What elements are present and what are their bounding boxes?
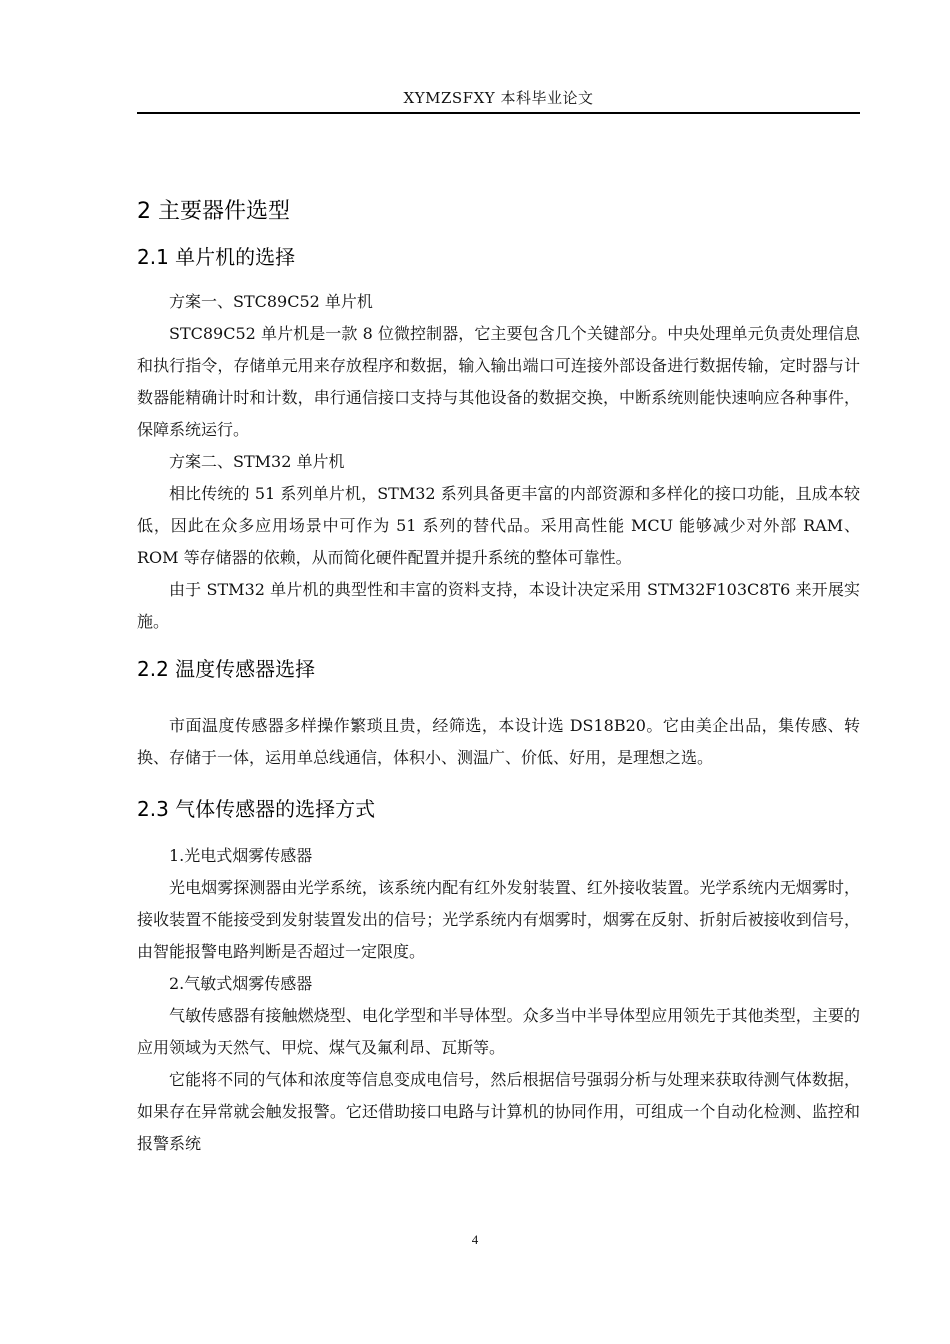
section-heading-2-1: 2.1 单片机的选择 — [137, 245, 296, 269]
page-number: 4 — [471, 1232, 479, 1247]
paragraph: 它能将不同的气体和浓度等信息变成电信号，然后根据信号强弱分析与处理来获取待测气体数据，如果存在异常就会触发报警。它还借助接口电路与计算机的协同作用，可组成一个自动化检测、监控和报警系统 — [137, 1070, 860, 1153]
page-body — [137, 190, 860, 1160]
paragraph: 方案一、STC89C52 单片机 — [169, 292, 373, 311]
paragraph: 市面温度传感器多样操作繁琐且贵，经筛选，本设计选 DS18B20。它由美企出品，集传感、转换、存储于一体，运用单总线通信，体积小、测温广、价低、好用，是理想之选。 — [137, 716, 860, 767]
paragraph: 方案二、STM32 单片机 — [169, 452, 345, 471]
paragraph: 由于 STM32 单片机的典型性和丰富的资料支持，本设计决定采用 STM32F103C8T6 来开展实施。 — [137, 580, 860, 631]
paragraph: 相比传统的 51 系列单片机，STM32 系列具备更丰富的内部资源和多样化的接口功能，且成本较低，因此在众多应用场景中可作为 51 系列的替代品。采用高性能 MCU 能够减少对外部 RAM、ROM 等存储器的依赖，从而简化硬件配置并提升系统的整体可靠性。 — [137, 484, 860, 567]
running-header: XYMZSFXY 本科毕业论文 — [403, 89, 594, 107]
paragraph: 光电烟雾探测器由光学系统，该系统内配有红外发射装置、红外接收装置。光学系统内无烟雾时，接收装置不能接受到发射装置发出的信号；光学系统内有烟雾时，烟雾在反射、折射后被接收到信号，由智能报警电路判断是否超过一定限度。 — [137, 878, 860, 961]
paragraph: 气敏传感器有接触燃烧型、电化学型和半导体型。众多当中半导体型应用领先于其他类型，主要的应用领域为天然气、甲烷、煤气及氟利昂、瓦斯等。 — [137, 1006, 860, 1057]
paragraph: STC89C52 单片机是一款 8 位微控制器，它主要包含几个关键部分。中央处理单元负责处理信息和执行指令，存储单元用来存放程序和数据，输入输出端口可连接外部设备进行数据传输，定时器与计数器能精确计时和计数，串行通信接口支持与其他设备的数据交换，中断系统则能快速响应各种事件，保障系统运行。 — [137, 324, 860, 439]
chapter-title: 2 主要器件选型 — [137, 199, 290, 224]
paragraph: 2.气敏式烟雾传感器 — [169, 974, 313, 993]
paragraph: 1.光电式烟雾传感器 — [169, 846, 313, 865]
section-heading-2-3: 2.3 气体传感器的选择方式 — [137, 797, 376, 821]
header-rule — [137, 112, 860, 114]
section-heading-2-2: 2.2 温度传感器选择 — [137, 657, 316, 681]
